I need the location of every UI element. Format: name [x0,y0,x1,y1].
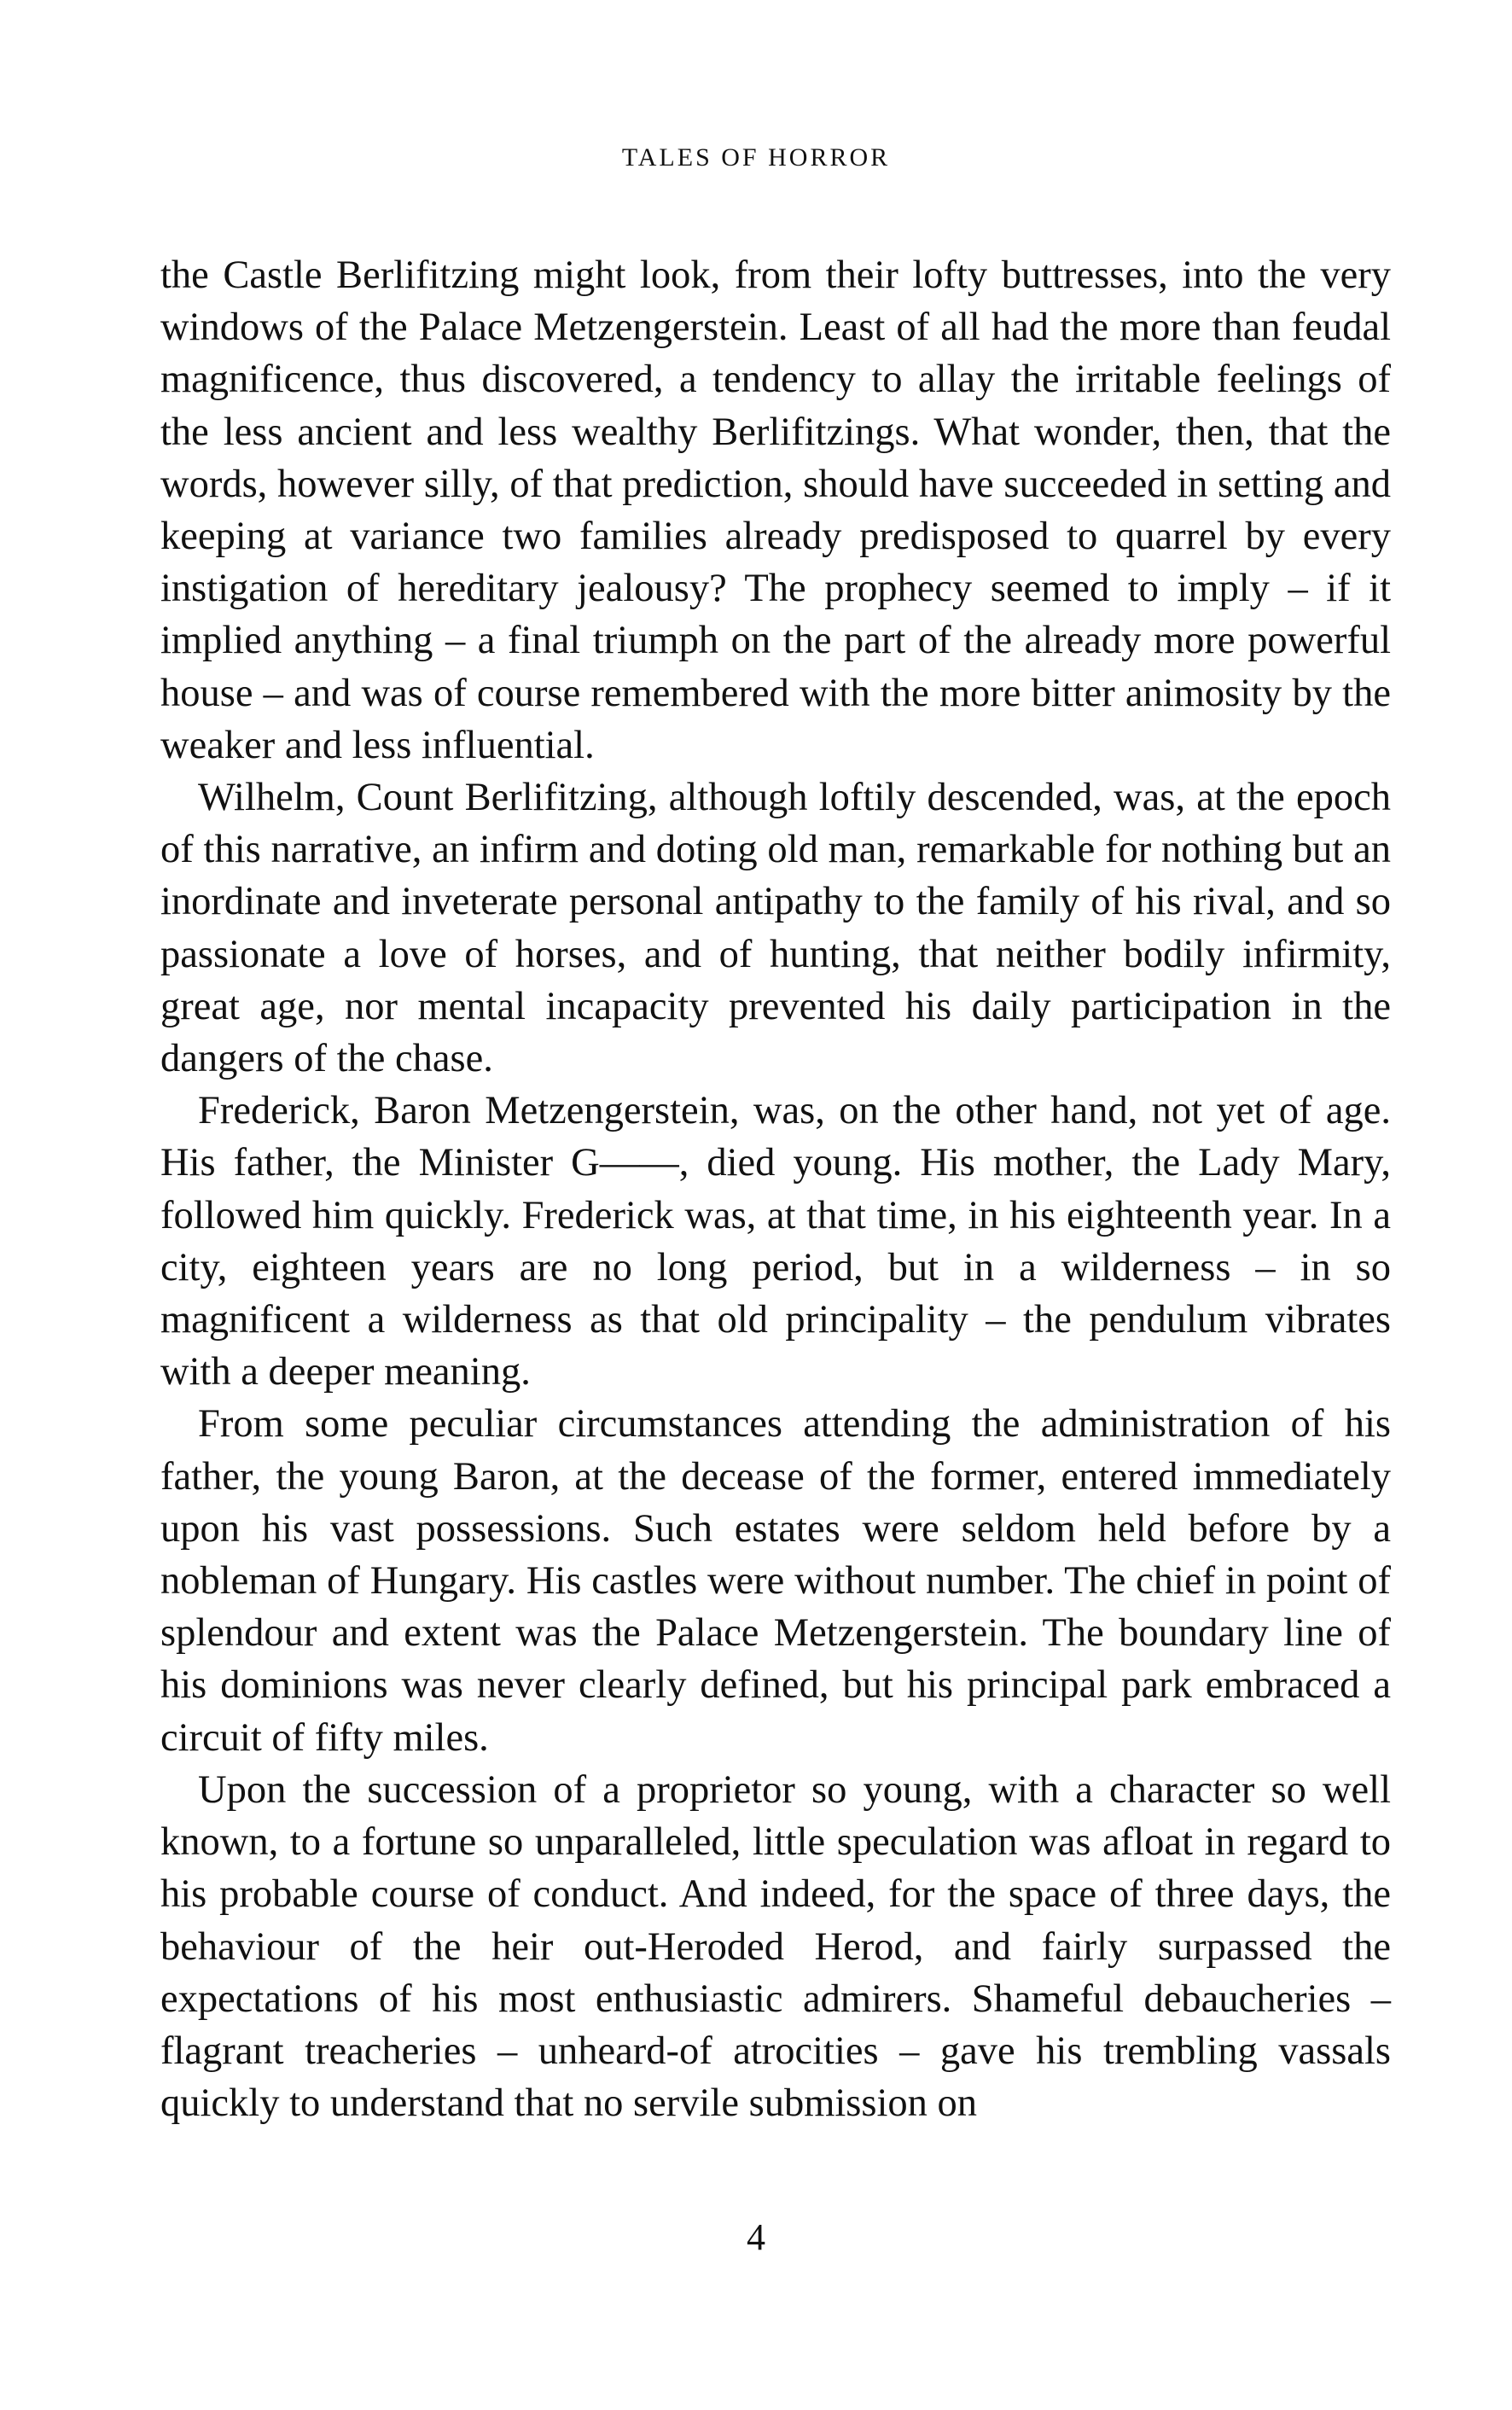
body-text [160,249,1391,2129]
paragraph-possessions: From some peculiar circumstances attending the administration of his father, the young Baron, at the decease of the former, entered immediately upon his vast possessions. Such estates were seldom held before by a nobleman of Hungary. His castles were without number. The chief in point of splendour and extent was the Palace Metzengerstein. The boundary line of his dominions was never clearly defined, but his principal park embraced a circuit of fifty miles. [160,1402,1391,1760]
paragraph-succession: Upon the succession of a proprietor so young, with a character so well known, to a fortune so unparalleled, little speculation was afloat in regard to his probable course of conduct. And indeed, for the space of three days, the behaviour of the heir out-Heroded Herod, and fairly surpassed the expectations of his most enthusiastic admirers. Shameful debaucheries – flagrant treacheries – unheard-of atrocities – gave his trembling vassals quickly to understand that no servile submission on [160,1767,1391,2126]
paragraph-frederick: Frederick, Baron Metzengerstein, was, on the other hand, not yet of age. His father, the Minister G——, died young. His mother, the Lady Mary, followed him quickly. Frederick was, at that time, in his eighteenth year. In a city, eighteen years are no long period, but in a wilderness – in so magnificent a wilderness as that old principality – the pendulum vibrates with a deeper meaning. [160,1089,1391,1394]
running-head: TALES OF HORROR [621,143,891,172]
paragraph-wilhelm: Wilhelm, Count Berlifitzing, although loftily descended, was, at the epoch of this narrative, an infirm and doting old man, remarkable for nothing but an inordinate and inveterate personal antipathy to the family of his rival, and so passionate a love of horses, and of hunting, that neither bodily infirmity, great age, nor mental incapacity prevented his daily participation in the dangers of the chase. [160,776,1391,1081]
page-number: 4 [747,2216,765,2258]
paragraph-continued: the Castle Berlifitzing might look, from their lofty buttresses, into the very windows of the Palace Metzengerstein. Least of all had the more than feudal magnificence, thus discovered, a tendency to allay the irritable feelings of the less ancient and less wealthy Berlifitzings. What wonder, then, that the words, however silly, of that prediction, should have succeeded in setting and keeping at variance two families already predisposed to quarrel by every instigation of hereditary jealousy? The prophecy seemed to imply – if it implied anything – a final triumph on the part of the already more powerful house – and was of course remembered with the more bitter animosity by the weaker and less influential. [160,253,1391,767]
